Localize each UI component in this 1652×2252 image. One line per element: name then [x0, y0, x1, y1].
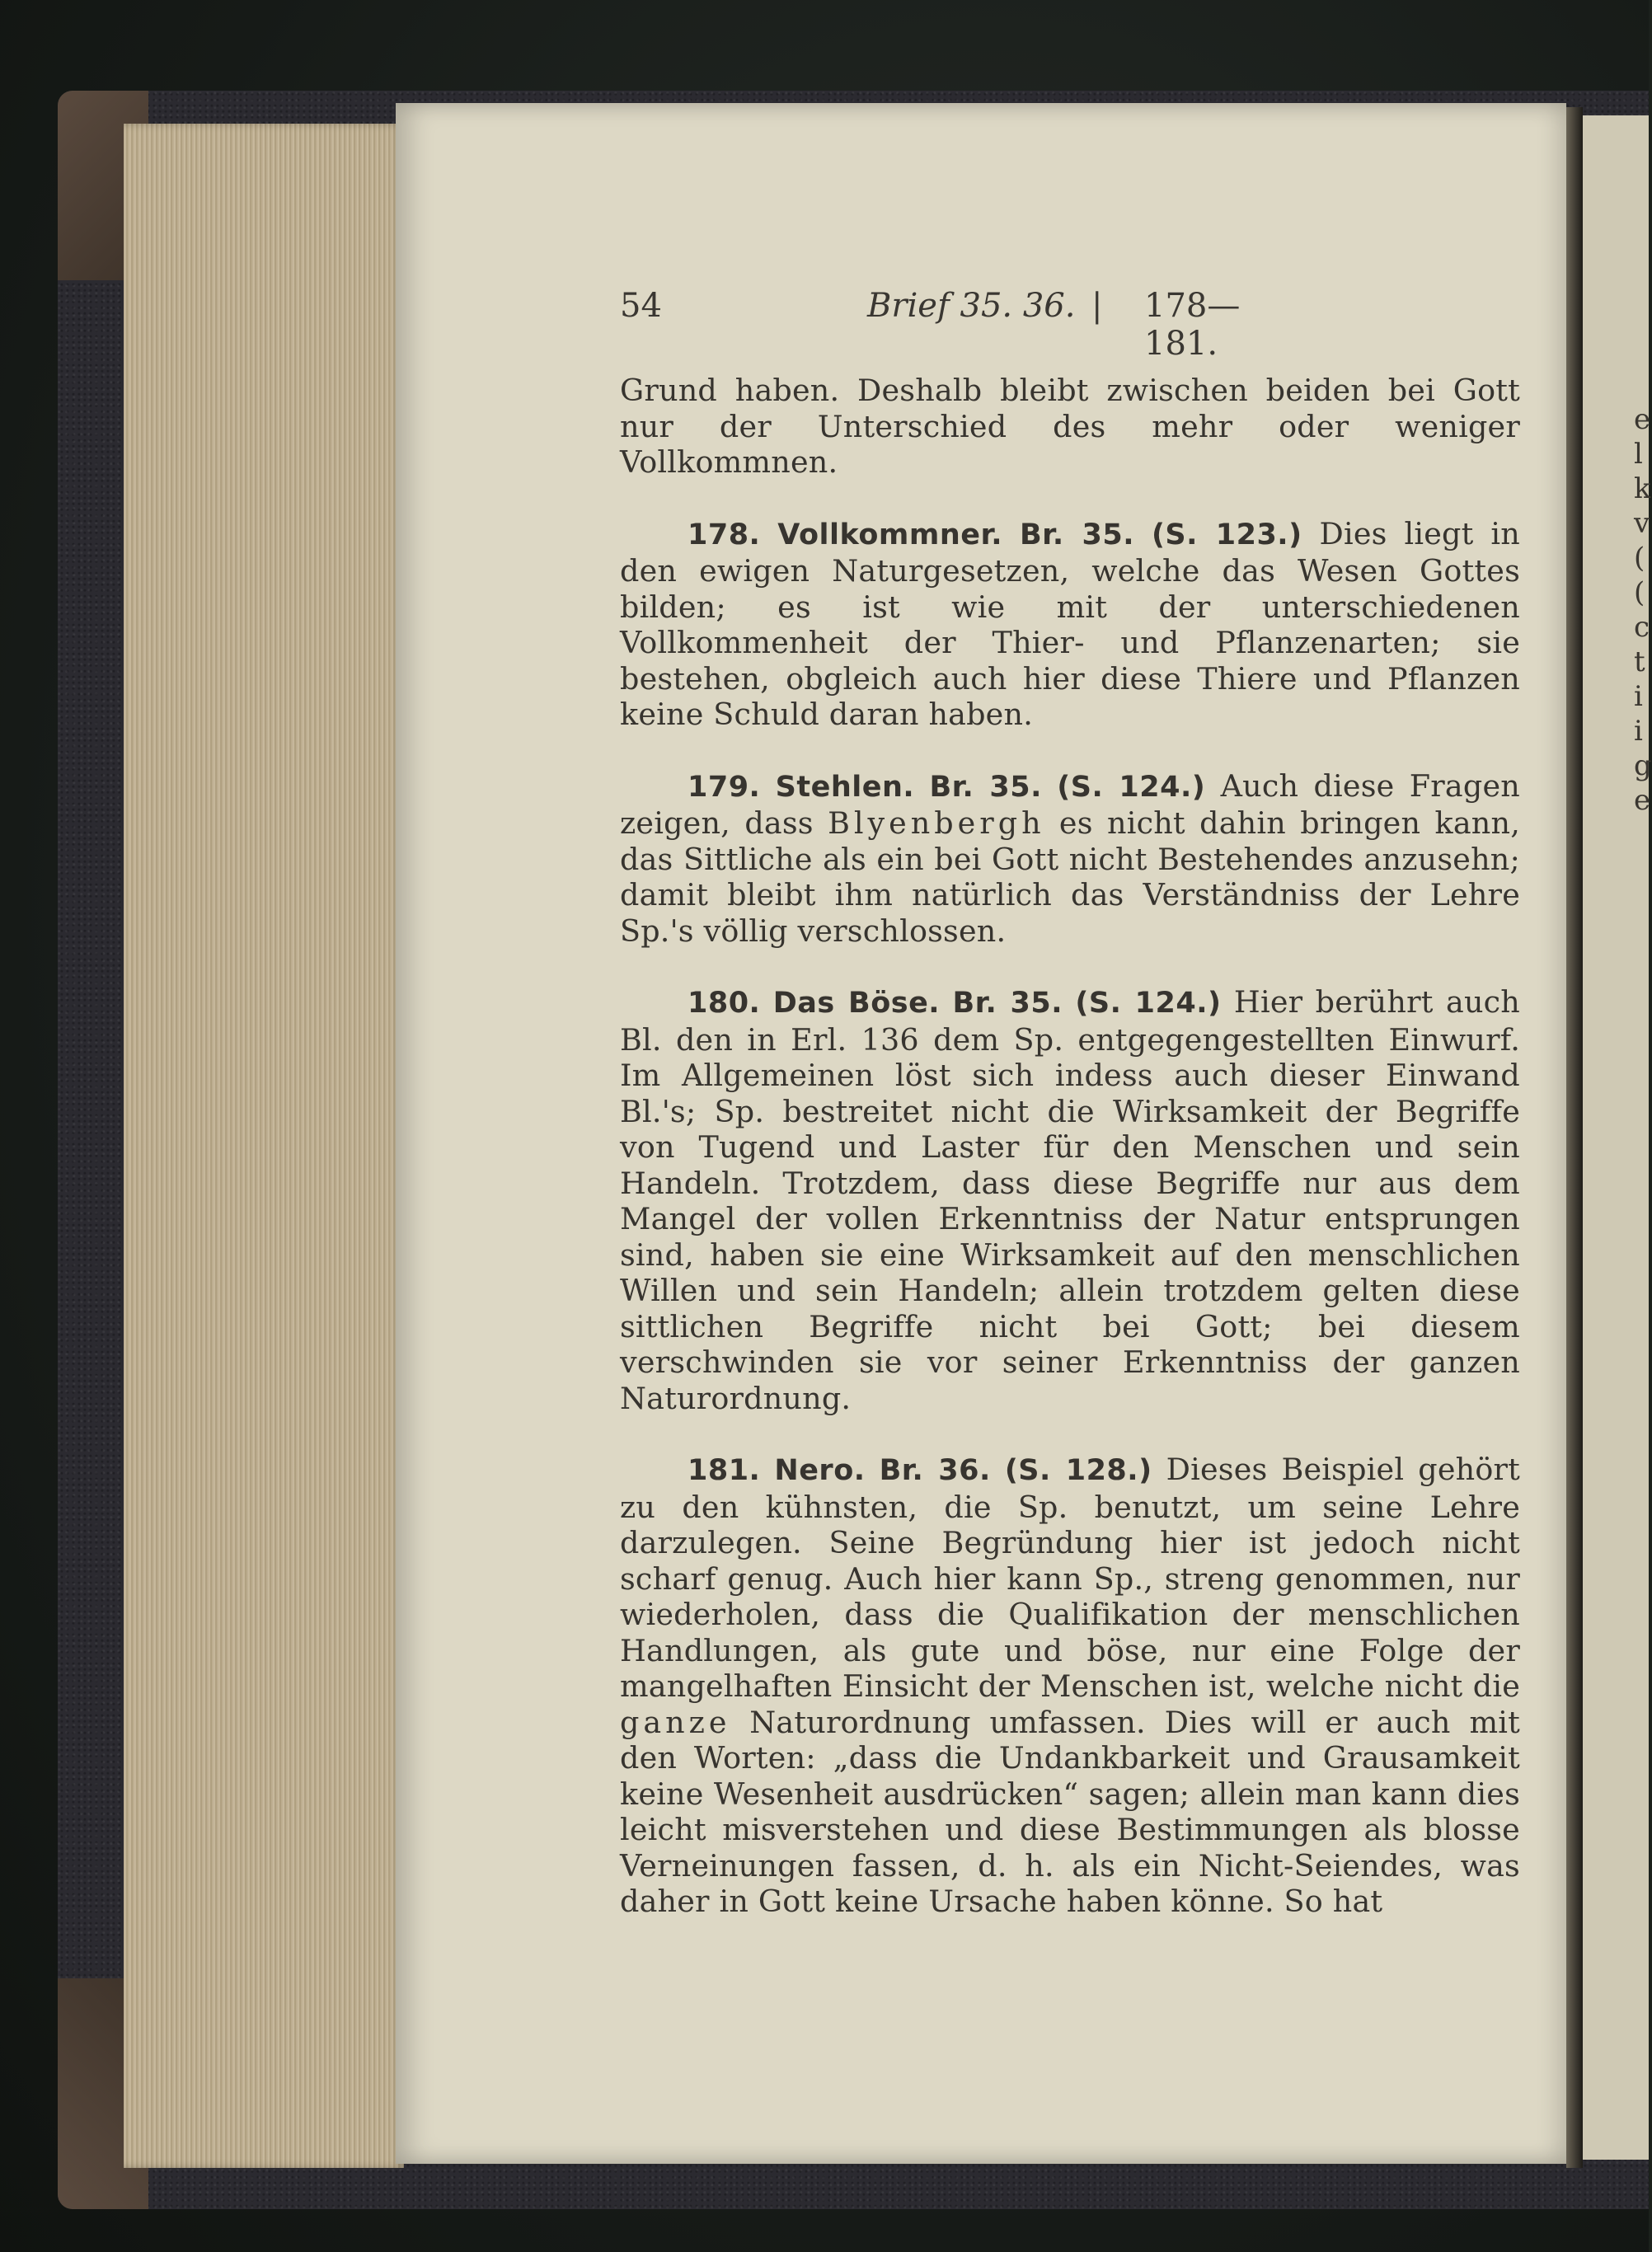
note-number: 179. [688, 770, 761, 804]
running-head-range: 178—181. [1144, 287, 1241, 363]
note-lemma: Stehlen. [775, 770, 915, 804]
running-head-letters: Brief 35. 36. [867, 287, 1076, 325]
note-lemma: Vollkommner. [777, 518, 1003, 551]
note-text: Auch diese Fragen zeigen, dass [620, 767, 1520, 841]
note-ref: Br. 35. [1019, 518, 1135, 551]
running-head-separator: | [1091, 287, 1103, 325]
note-text-continued: es nicht dahin bringen kann, das Sittliche als ein bei Gott nicht Bestehendes anzusehn; damit bleibt ihm natürlich das Verständniss der Lehre Sp.'s völlig verschlossen. [620, 805, 1520, 949]
running-head [620, 287, 1284, 363]
page-body [620, 373, 1520, 1920]
note-lemma: Das Böse. [772, 987, 941, 1020]
page-number: 54 [620, 287, 662, 325]
note-text-continued: Naturordnung umfassen. Dies will er auch mit den Worten: „dass die Undankbarkeit und Grausamkeit keine Wesenheit ausdrücken“ sagen; allein man kann dies leicht misverstehen und diese Bestimmungen als blosse Verneinungen fassen, d. h. als ein Nicht-Seiendes, was daher in Gott keine Ursache haben könne. So hat [620, 1704, 1520, 1919]
note-text: Hier berührt auch Bl. den in Erl. 136 dem Sp. entgegengestellten Einwurf. Im Allgemeinen löst sich indess auch dieser Einwand Bl.'s; Sp. bestreitet nicht die Wirksamkeit der Begriffe von Tugend und Laster für den Menschen und sein Handeln. Trotzdem, dass diese Begriffe nur aus dem Mangel der vollen Erkenntniss der Natur entsprungen sind, haben sie eine Wirksamkeit auf den menschlichen Willen und sein Handeln; allein trotzdem gelten diese sittlichen Begriffe nicht bei Gott; bei diesem verschwinden sie vor seiner Erkenntniss der ganzen Naturordnung. [620, 984, 1520, 1416]
note-ref: Br. 35. [952, 987, 1063, 1020]
note-text: Dieses Beispiel gehört zu den kühnsten, die Sp. benutzt, um seine Lehre darzulegen. Seine Begründung hier ist jedoch nicht scharf genug. Auch hier kann Sp., streng genommen, nur wiederholen, dass die Qualifikation der menschlichen Handlungen, als gute und böse, nur eine Folge der mangelhaften Einsicht der Menschen ist, welche nicht die [620, 1452, 1521, 1704]
facing-page-text: e l k v ( ( c t i i g e [1634, 403, 1652, 817]
note-178 [620, 516, 1520, 733]
note-180 [620, 984, 1520, 1416]
page-edges [124, 124, 404, 2168]
note-ref: Br. 36. [879, 1454, 991, 1487]
continuation-paragraph: Grund haben. Deshalb bleibt zwischen beiden bei Gott nur der Unterschied des mehr oder weniger Vollkommnen. [620, 373, 1520, 480]
note-number: 181. [688, 1454, 761, 1487]
note-page-ref: (S. 124.) [1075, 987, 1222, 1020]
note-number: 178. [688, 518, 761, 551]
note-number: 180. [688, 987, 761, 1020]
note-179 [620, 768, 1520, 950]
note-page-ref: (S. 123.) [1151, 518, 1302, 551]
note-page-ref: (S. 128.) [1004, 1454, 1152, 1487]
spaced-word: ganze [620, 1704, 731, 1740]
book-gutter [1566, 107, 1583, 2168]
note-ref: Br. 35. [929, 770, 1042, 804]
note-page-ref: (S. 124.) [1057, 770, 1206, 804]
note-181 [620, 1452, 1520, 1920]
spaced-name: Blyenbergh [828, 805, 1045, 841]
note-lemma: Nero. [774, 1454, 866, 1487]
note-text: Dies liegt in den ewigen Naturgesetzen, welche das Wesen Gottes bilden; es ist wie mit der unterschiedenen Vollkommenheit der Thier- und Pflanzenarten; sie bestehen, obgleich auch hier diese Thiere und Pflanzen keine Schuld daran haben. [620, 515, 1520, 732]
